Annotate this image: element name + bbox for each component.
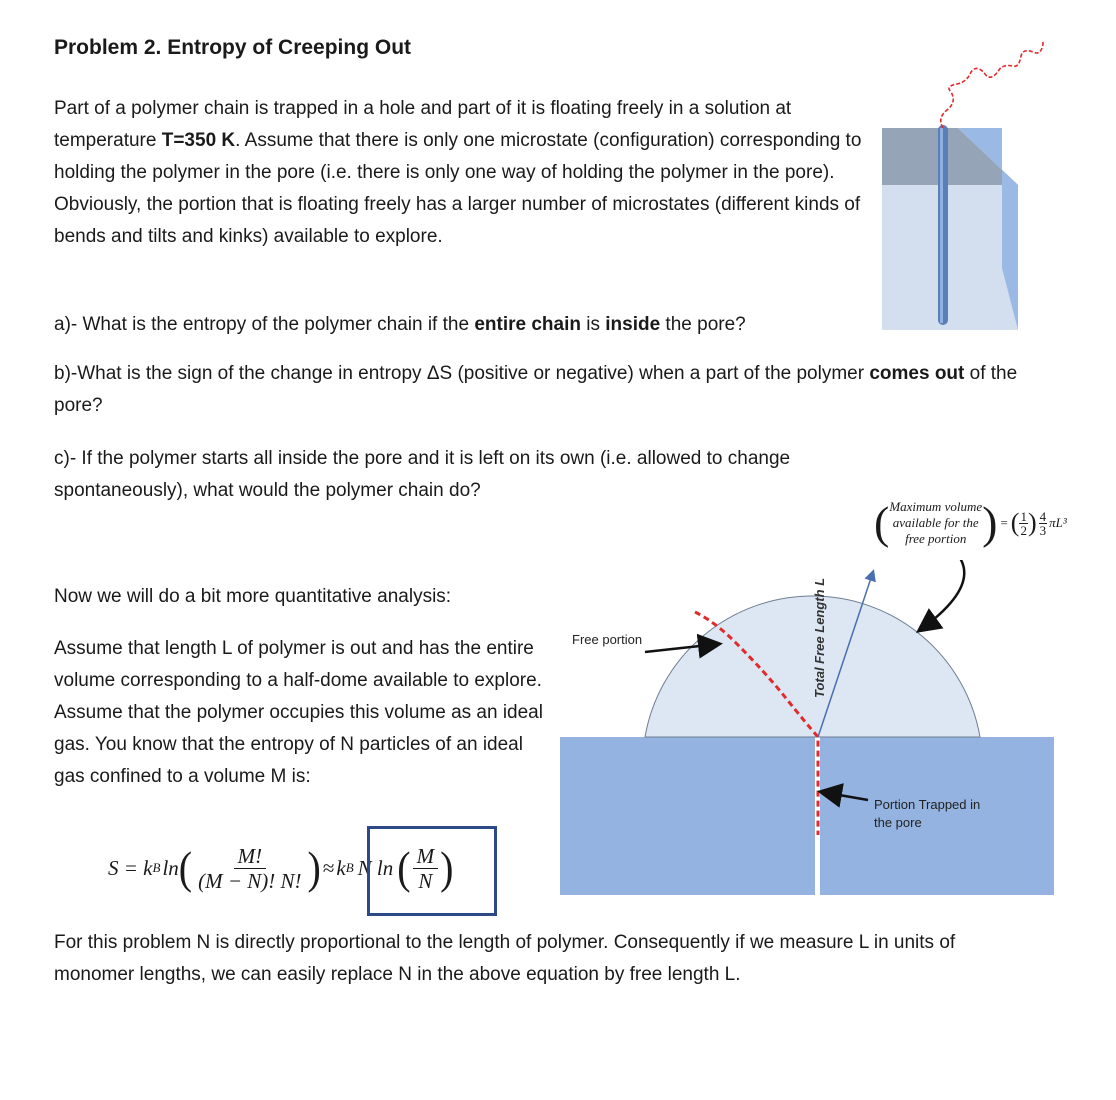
entropy-equation: S = k B ln ( $\frac{M!}{(M - N)! N!}$ ) ≈ k B N ln ( $\frac{M}{N}$ ) — [108, 841, 454, 894]
trapped-label-1: Portion Trapped in — [874, 797, 981, 812]
half-dome-diagram — [560, 560, 1100, 900]
assume-paragraph: Assume that length L of polymer is out and has the entire volume corresponding to a half-dome available to explore. Assume that the polymer occupies this volume as an ideal gas. You know that the entropy of N particles of an ideal gas confined to a volume M is: — [54, 638, 543, 787]
final-paragraph: For this problem N is directly proportional to the length of polymer. Consequently if we measure L in units of monomer lengths, we can easily replace N in the above equation by free length L. — [54, 932, 956, 985]
question-b: b)-What is the sign of the change in entropy ΔS (positive or negative) when a part of the polymer comes out of the pore? — [54, 363, 1018, 416]
total-free-length-label: Total Free Length L — [812, 577, 827, 698]
free-portion-label: Free portion — [572, 632, 643, 647]
block-front-face — [882, 185, 1018, 330]
trapped-label-2: the pore — [874, 815, 922, 830]
temperature-value: T=350 K — [161, 130, 236, 151]
question-c: c)- If the polymer starts all inside the pore and it is left on its own (i.e. allowed to change spontaneously), what would the polymer chain do? — [54, 448, 791, 501]
quant-intro: Now we will do a bit more quantitative analysis: — [54, 586, 452, 607]
max-volume-expression: ( Maximum volume available for the free portion ) = ( 1 2 ) 4 3 πL³ — [874, 497, 1067, 548]
approx-box — [367, 826, 497, 916]
right-block — [820, 737, 1054, 895]
pore-illustration — [860, 40, 1110, 340]
free-polymer-strand — [941, 40, 1043, 128]
intro-paragraph: Part of a polymer chain is trapped in a hole and part of it is floating freely in a solution at temperature T=350 K. Assume that there is only one microstate (configuration) corresponding to holding the polymer in the pore (i.e. there is only one way of holding the polymer in the pore). Obviously, the portion that is floating freely has a larger number of microstates (different kinds of bends and tilts and kinks) available to explore. — [54, 98, 862, 247]
max-volume-arrow — [920, 560, 964, 630]
problem-title: Problem 2. Entropy of Creeping Out — [54, 36, 412, 59]
left-block — [560, 737, 815, 895]
question-a: a)- What is the entropy of the polymer chain if the entire chain is inside the pore? — [54, 314, 746, 335]
